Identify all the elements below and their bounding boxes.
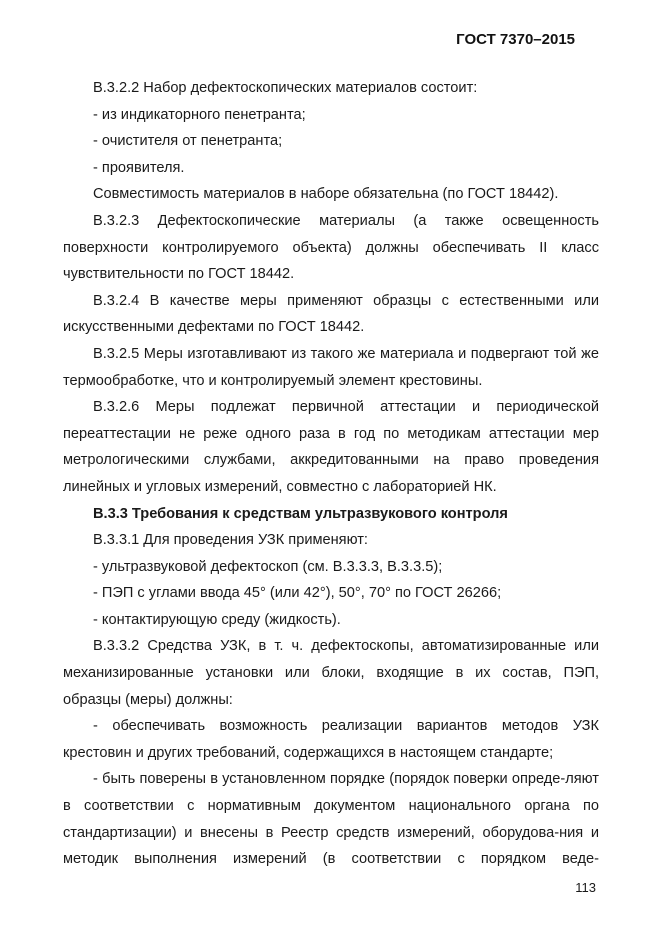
section-heading-b-3-3: В.3.3 Требования к средствам ультразвукового контроля (93, 505, 508, 522)
paragraph-b-3-2-5: В.3.2.5 Меры изготавливают из такого же материала и подвергают той же термообработке, что и контролируемый элемент крестовины. (63, 345, 599, 389)
document-body (63, 75, 599, 873)
list-item-verification: - быть поверены в установленном порядке (порядок поверки опреде-ляют в соответствии с нормативным документом национального органа по стандартизации) и внесены в Реестр средств измерений, оборудова-ния и методик выполнения измерений (в соответствии с порядком веде- (63, 771, 599, 868)
paragraph-b-3-2-6: В.3.2.6 Меры подлежат первичной аттестации и периодической переаттестации не реже одного раза в год по методикам аттестации мер метрологическими службами, аккредитованными на право проведения линейных и угловых измерений, совместно с лабораторией НК. (63, 399, 599, 495)
list-item-method-variants: - обеспечивать возможность реализации вариантов методов УЗК крестовин и других требований, содержащихся в настоящем стандарте; (63, 718, 599, 761)
document-header: ГОСТ 7370–2015 (456, 31, 575, 48)
paragraph-b-3-2-2: В.3.2.2 Набор дефектоскопических материалов состоит: (93, 80, 478, 96)
paragraph-b-3-3-1: В.3.3.1 Для проведения УЗК применяют: (93, 532, 368, 549)
paragraph-b-3-2-3: В.3.2.3 Дефектоскопические материалы (а также освещенность поверхности контролируемого объекта) должны обеспечивать II класс чувствительности по ГОСТ 18442. (63, 212, 599, 283)
list-item-couplant: - контактирующую среду (жидкость). (93, 611, 341, 628)
list-item-developer: - проявителя. (93, 159, 185, 176)
list-item-flaw-detector: - ультразвуковой дефектоскоп (см. В.3.3.3, В.3.3.5); (93, 558, 443, 575)
page-number: 113 (575, 880, 596, 895)
paragraph-b-3-2-4: В.3.2.4 В качестве меры применяют образцы с естественными или искусственными дефектами по ГОСТ 18442. (63, 292, 599, 336)
paragraph-compatibility: Совместимость материалов в наборе обязательна (по ГОСТ 18442). (93, 186, 559, 203)
list-item-penetrant-cleaner: - очистителя от пенетранта; (93, 133, 283, 150)
list-item-transducers: - ПЭП с углами ввода 45° (или 42°), 50°, 70° по ГОСТ 26266; (93, 585, 502, 602)
paragraph-b-3-3-2: В.3.3.2 Средства УЗК, в т. ч. дефектоскопы, автоматизированные или механизированные установки или блоки, входящие в их состав, ПЭП, образцы (меры) должны: (63, 638, 599, 708)
list-item-indicator-penetrant: - из индикаторного пенетранта; (93, 106, 306, 123)
